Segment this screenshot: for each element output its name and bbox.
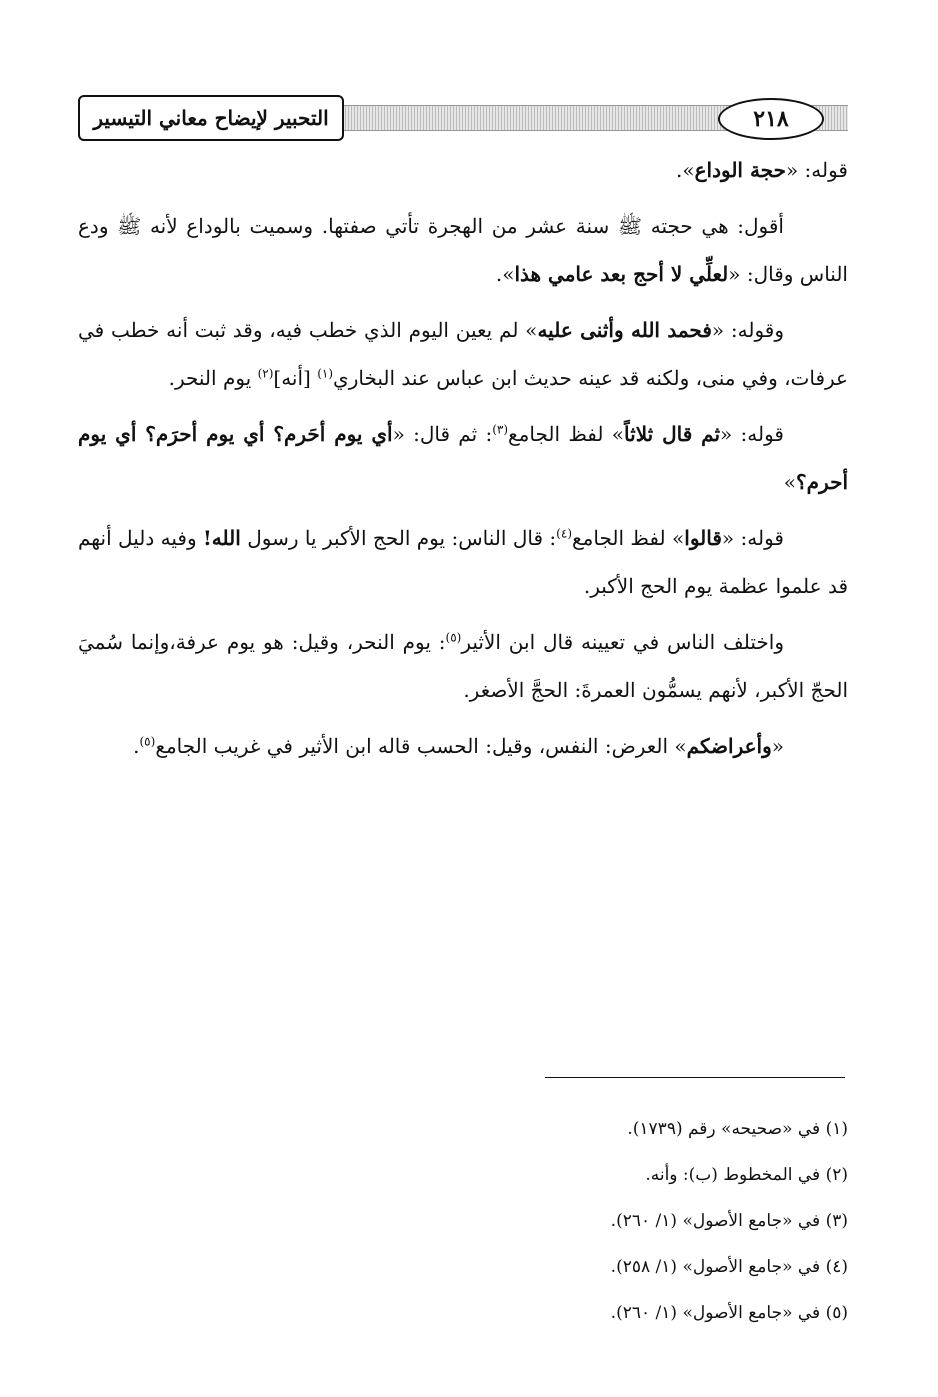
paragraph-6 bbox=[78, 618, 848, 714]
quoted-phrase: فحمد الله وأثنى عليه bbox=[537, 318, 712, 342]
paragraph-3 bbox=[78, 306, 848, 402]
text-run: » لفظ الجامع bbox=[572, 526, 685, 550]
footnote-ref: (١) bbox=[317, 366, 334, 381]
footnote-separator bbox=[545, 1077, 845, 1078]
text-run: واختلف الناس في تعيينه قال ابن الأثير bbox=[461, 630, 784, 654]
footnote-5: (٥) في «جامع الأصول» (١/ ٢٦٠). bbox=[610, 1303, 848, 1323]
text-run: وفيه دليل أنهم قد علموا عظمة يوم الحج الأكبر. bbox=[78, 526, 848, 598]
quoted-phrase: حجة الوداع bbox=[694, 158, 786, 182]
text-run: » لم يعين اليوم الذي خطب فيه، وقد ثبت أنه خطب في عرفات، وفي منى، ولكنه قد عينه حديث ابن عباس عند البخاري bbox=[78, 318, 848, 390]
quoted-phrase: الله! bbox=[203, 526, 241, 550]
text-run: ». bbox=[495, 262, 515, 286]
quoted-phrase: وأعراضكم bbox=[686, 734, 772, 758]
paragraph-7 bbox=[78, 722, 848, 770]
footnote-2: (٢) في المخطوط (ب): وأنه. bbox=[645, 1165, 848, 1185]
quoted-phrase: قالوا bbox=[684, 526, 722, 550]
footnote-1: (١) في «صحيحه» رقم (١٧٣٩). bbox=[627, 1119, 848, 1139]
text-run: قوله: « bbox=[721, 526, 784, 550]
text-run: » العرض: النفس، وقيل: الحسب قاله ابن الأثير في غريب الجامع bbox=[155, 734, 687, 758]
running-title: التحبير لإيضاح معاني التيسير bbox=[78, 95, 344, 141]
text-run: . bbox=[133, 734, 140, 758]
footnote-ref: (٥) bbox=[139, 734, 156, 749]
text-run: [أنه] bbox=[273, 366, 318, 390]
footnotes bbox=[78, 1106, 848, 1336]
quoted-phrase: ثم قال ثلاثاً bbox=[624, 422, 721, 446]
footnote-ref: (٤) bbox=[556, 526, 572, 541]
footnote-ref: (٢) bbox=[257, 366, 274, 381]
footnote-ref: (٥) bbox=[445, 630, 462, 645]
paragraph-2 bbox=[78, 202, 848, 298]
paragraph-1 bbox=[78, 146, 848, 194]
text-run: قوله: « bbox=[785, 158, 848, 182]
text-run: : قال الناس: يوم الحج الأكبر يا رسول bbox=[240, 526, 557, 550]
paragraph-4 bbox=[78, 410, 848, 506]
footnote-ref: (٣) bbox=[492, 422, 509, 437]
footnote-3: (٣) في «جامع الأصول» (١/ ٢٦٠). bbox=[610, 1211, 848, 1231]
text-run: : ثم قال: « bbox=[392, 422, 493, 446]
page-number: ٢١٨ bbox=[718, 98, 824, 140]
quoted-phrase: أي يوم أحَرم؟ أي يوم أحرَم؟ أي يوم أحرم؟ bbox=[78, 422, 848, 494]
text-run: ». bbox=[676, 158, 695, 182]
main-text bbox=[78, 146, 848, 778]
paragraph-5 bbox=[78, 514, 848, 610]
quoted-phrase: لعلِّي لا أحج بعد عامي هذا bbox=[514, 262, 729, 286]
page-header bbox=[78, 95, 848, 141]
text-run: قوله: « bbox=[720, 422, 784, 446]
footnote-4: (٤) في «جامع الأصول» (١/ ٢٥٨). bbox=[610, 1257, 848, 1277]
text-run: وقوله: « bbox=[711, 318, 785, 342]
text-run: » لفظ الجامع bbox=[508, 422, 625, 446]
text-run: أقول: هي حجته ﷺ سنة عشر من الهجرة تأتي صفتها. وسميت بالوداع لأنه ﷺ ودع الناس وقال: « bbox=[78, 214, 848, 286]
text-run: « bbox=[771, 734, 784, 758]
text-run: : يوم النحر، وقيل: هو يوم عرفة،وإنما سُميَ الحجّ الأكبر، لأنهم يسمُّون العمرةَ: الحجَّ الأصغر. bbox=[78, 630, 848, 702]
text-run: يوم النحر. bbox=[168, 366, 258, 390]
text-run: » bbox=[783, 470, 797, 494]
